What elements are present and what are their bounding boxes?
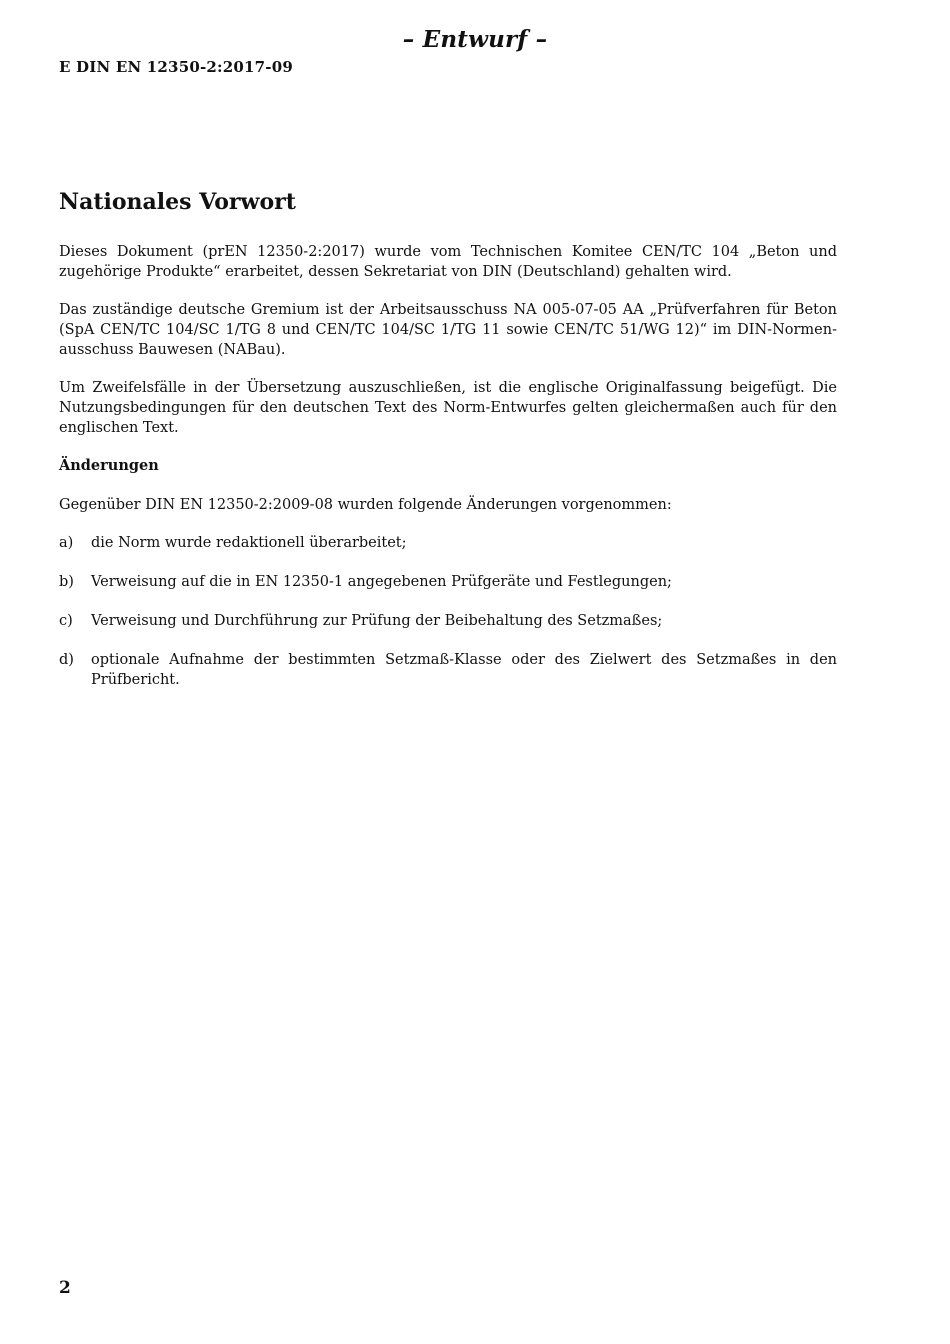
changes-list [59,533,837,690]
changes-intro: Gegenüber DIN EN 12350-2:2009-08 wurden folgende Änderungen vorgenommen: [59,497,672,513]
foreword-paragraph-3: Um Zweifelsfälle in der Übersetzung auszuschließen, ist die englische Originalfassung beigefügt. Die Nutzungsbedingungen für den deutschen Text des Norm-Entwurfes gelten gleichermaßen auch für den englischen Text. [59,380,837,436]
list-item [59,572,837,592]
changes-heading: Änderungen [59,457,159,474]
foreword-paragraph-1: Dieses Dokument (prEN 12350-2:2017) wurde vom Technischen Komitee CEN/TC 104 „Beton und zugehörige Produkte“ erarbeitet, dessen Sekretariat von DIN (Deutschland) gehalten wird. [59,244,837,280]
foreword-paragraph-2: Das zuständige deutsche Gremium ist der Arbeitsausschuss NA 005-07-05 AA „Prüfverfahren für Beton (SpA CEN/TC 104/SC 1/TG 8 und CEN/TC 104/SC 1/TG 11 sowie CEN/TC 51/WG 12)“ im DIN-Normenausschuss Bauwesen (NABau). [59,302,837,358]
section-title: Nationales Vorwort [59,189,296,215]
draft-watermark-heading: – Entwurf – [402,26,548,53]
list-item-text: Verweisung und Durchführung zur Prüfung der Beibehaltung des Setzmaßes; [91,613,663,629]
list-item-text: Verweisung auf die in EN 12350-1 angegebenen Prüfgeräte und Festlegungen; [91,574,672,590]
page-number: 2 [59,1278,71,1298]
list-item-marker: a) [59,535,74,551]
list-item-text: die Norm wurde redaktionell überarbeitet; [91,535,407,551]
list-item-text: optionale Aufnahme der bestimmten Setzmaß-Klasse oder des Zielwert des Setzmaßes in den Prüfbericht. [91,652,837,688]
list-item-marker: c) [59,613,73,629]
main-content [59,186,837,709]
list-item [59,650,837,690]
list-item [59,533,837,553]
document-identifier: E DIN EN 12350-2:2017-09 [59,58,294,76]
list-item-marker: d) [59,652,74,668]
list-item [59,611,837,631]
list-item-marker: b) [59,574,74,590]
